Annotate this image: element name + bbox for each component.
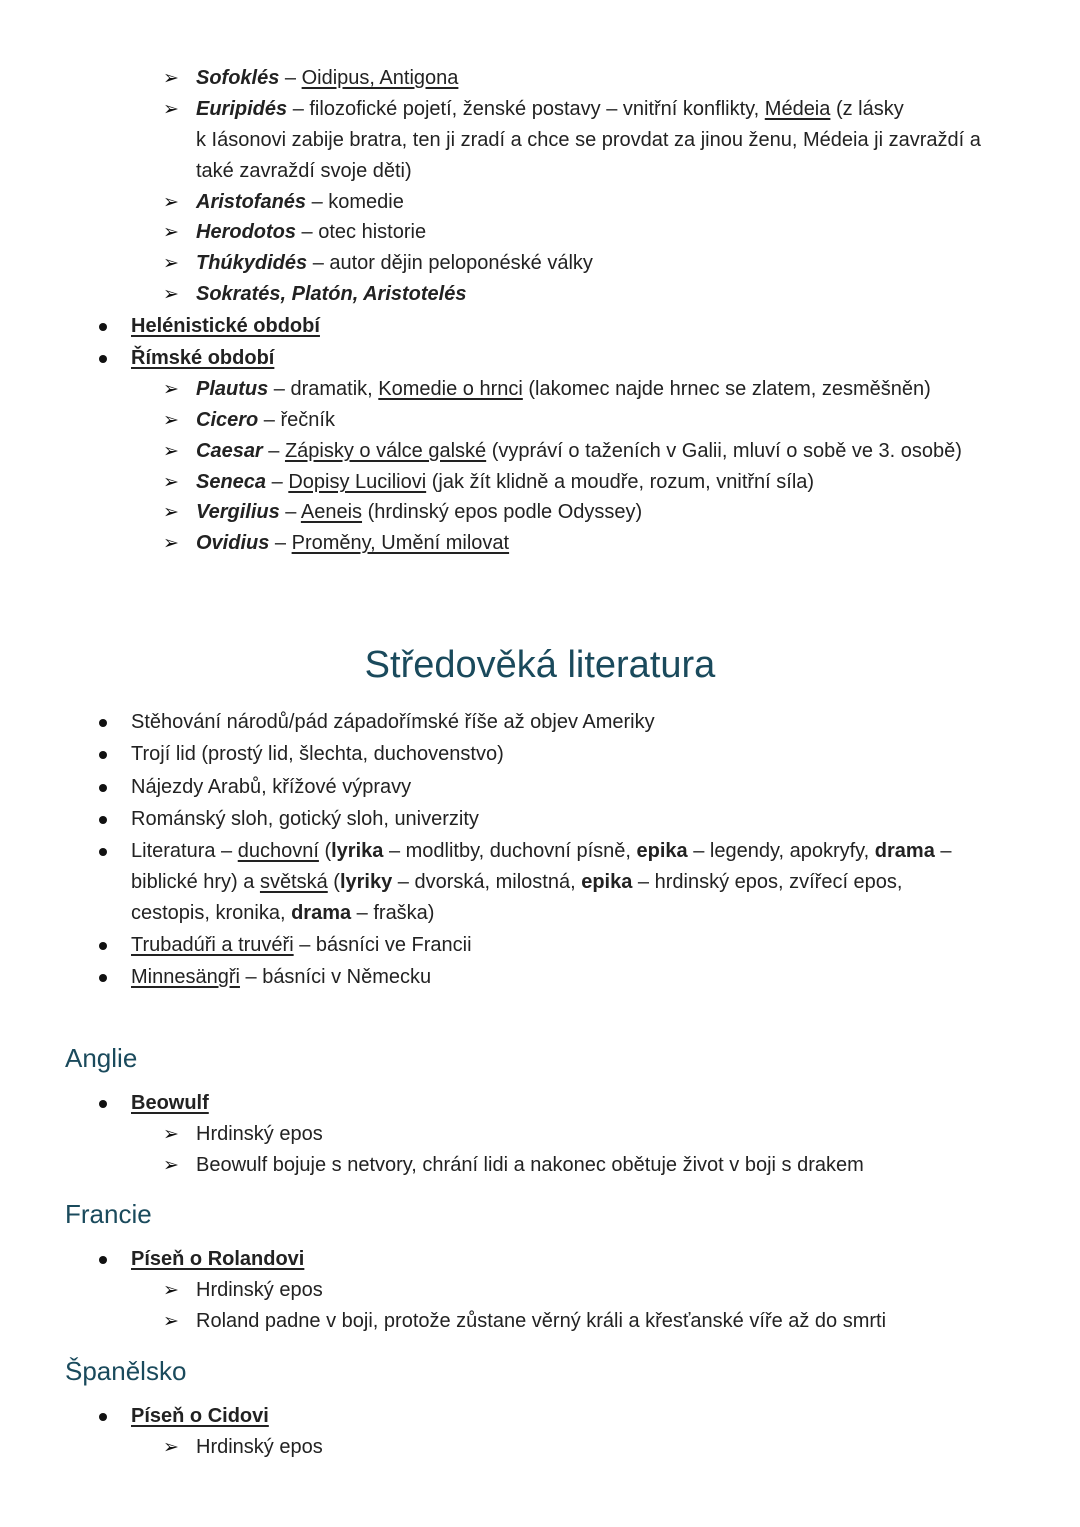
term: Minnesängři xyxy=(131,966,240,988)
description: – básníci ve Francii xyxy=(293,934,472,956)
description: (vypráví o taženích v Galii, mluví o sobě ve 3. osobě) xyxy=(486,440,962,462)
author-name: Ovidius xyxy=(196,532,270,554)
text: ( xyxy=(318,840,332,862)
cid-genre: Hrdinský epos xyxy=(196,1436,323,1458)
arrow-bullet-icon: ➢ xyxy=(163,1124,179,1145)
work-title: Oidipus, Antigona xyxy=(301,67,459,89)
bullet-icon xyxy=(99,751,107,759)
beowulf-genre: Hrdinský epos xyxy=(196,1123,323,1145)
list-item-sofokles xyxy=(196,63,458,94)
description: – řečník xyxy=(258,409,335,431)
description: – básníci v Německu xyxy=(239,966,432,988)
bullet-icon xyxy=(99,323,107,331)
dash: – xyxy=(262,440,285,462)
arrow-bullet-icon: ➢ xyxy=(163,99,179,120)
bullet-icon xyxy=(99,942,107,950)
work-beowulf: Beowulf xyxy=(131,1092,209,1114)
dash: – xyxy=(266,471,289,493)
heading-spain: Španělsko xyxy=(65,1356,187,1386)
term: epika xyxy=(636,840,688,862)
term: drama xyxy=(291,902,352,924)
dash: – xyxy=(269,532,292,554)
euripides-line-2: k Iásonovi zabije bratra, ten ji zradí a chce se provdat za jinou ženu, Médeia ji zavraždí a xyxy=(196,129,981,151)
roland-genre: Hrdinský epos xyxy=(196,1279,323,1301)
list-item-herodotos xyxy=(196,217,426,248)
author-name: Aristofanés xyxy=(196,191,307,213)
author-name: Herodotos xyxy=(196,221,296,243)
period-hellenistic: Helénistické období xyxy=(131,315,320,337)
term: epika xyxy=(581,871,633,893)
list-item-vergilius xyxy=(196,497,642,528)
work-title: Komedie o hrnci xyxy=(378,378,523,400)
dash: – xyxy=(279,501,301,523)
description: – filozofické pojetí, ženské postavy – vnitřní konflikty, xyxy=(287,98,765,120)
work-title: Dopisy Luciliovi xyxy=(288,471,427,493)
bullet-icon xyxy=(99,848,107,856)
literature-line-3 xyxy=(131,898,434,929)
bullet-icon xyxy=(99,1256,107,1264)
author-name: Cicero xyxy=(196,409,259,431)
description: – autor dějin peloponéské války xyxy=(307,252,593,274)
text: – fraška) xyxy=(351,902,435,924)
description: – dramatik, xyxy=(268,378,379,400)
text: cestopis, kronika, xyxy=(131,902,292,924)
arrow-bullet-icon: ➢ xyxy=(163,68,179,89)
heading-france: Francie xyxy=(65,1199,152,1229)
list-item-thukydides xyxy=(196,248,593,279)
description: (lakomec najde hrnec se zlatem, zesměšněn) xyxy=(522,378,931,400)
arrow-bullet-icon: ➢ xyxy=(163,222,179,243)
work-title: Proměny, Umění milovat xyxy=(291,532,510,554)
author-name: Plautus xyxy=(196,378,269,400)
description: – komedie xyxy=(306,191,404,213)
term: lyrika xyxy=(331,840,384,862)
bullet-icon xyxy=(99,1413,107,1421)
arrow-bullet-icon: ➢ xyxy=(163,1155,179,1176)
arrow-bullet-icon: ➢ xyxy=(163,379,179,400)
list-item-philosophers: Sokratés, Platón, Aristotelés xyxy=(196,283,467,305)
text: ( xyxy=(327,871,340,893)
text: – modlitby, duchovní písně, xyxy=(383,840,637,862)
literature-line-2 xyxy=(131,867,903,898)
heading-england: Anglie xyxy=(65,1043,138,1073)
arrow-bullet-icon: ➢ xyxy=(163,533,179,554)
text: – hrdinský epos, zvířecí epos, xyxy=(632,871,903,893)
arrow-bullet-icon: ➢ xyxy=(163,410,179,431)
section-title-medieval: Středověká literatura xyxy=(364,644,716,686)
bullet-icon xyxy=(99,974,107,982)
bullet-icon xyxy=(99,1100,107,1108)
arrow-bullet-icon: ➢ xyxy=(163,284,179,305)
list-item-euripides xyxy=(196,94,904,125)
description: – otec historie xyxy=(296,221,427,243)
term: světská xyxy=(259,871,328,893)
text: – dvorská, milostná, xyxy=(392,871,582,893)
text: – legendy, apokryfy, xyxy=(687,840,875,862)
work-title: Aeneis xyxy=(300,501,363,523)
work-cid: Píseň o Cidovi xyxy=(131,1405,269,1427)
author-name: Caesar xyxy=(196,440,263,462)
term: Trubadúři a truvéři xyxy=(131,934,294,956)
list-item-seneca xyxy=(196,467,814,498)
arrow-bullet-icon: ➢ xyxy=(163,253,179,274)
list-item-estates: Trojí lid (prostý lid, šlechta, duchovenstvo) xyxy=(131,743,504,765)
description: (z lásky xyxy=(830,98,904,120)
arrow-bullet-icon: ➢ xyxy=(163,472,179,493)
arrow-bullet-icon: ➢ xyxy=(163,192,179,213)
work-title: Médeia xyxy=(764,98,831,120)
list-item-migration: Stěhování národů/pád západořímské říše až objev Ameriky xyxy=(131,711,655,733)
author-name: Thúkydidés xyxy=(196,252,308,274)
work-title: Zápisky o válce galské xyxy=(284,440,487,462)
list-item-minnesangri xyxy=(131,962,431,993)
bullet-icon xyxy=(99,719,107,727)
text: biblické hry) a xyxy=(131,871,260,893)
description: (hrdinský epos podle Odyssey) xyxy=(362,501,643,523)
bullet-icon xyxy=(99,355,107,363)
list-item-trubaduri xyxy=(131,930,472,961)
list-item-aristofanes xyxy=(196,187,404,218)
work-roland: Píseň o Rolandovi xyxy=(131,1248,305,1270)
term: duchovní xyxy=(237,840,319,862)
arrow-bullet-icon: ➢ xyxy=(163,1311,179,1332)
dash: – xyxy=(279,67,302,89)
author-name: Vergilius xyxy=(196,501,280,523)
list-item-literature xyxy=(131,836,952,867)
text: – xyxy=(934,840,952,862)
term: lyriky xyxy=(339,871,393,893)
list-item-arabs: Nájezdy Arabů, křížové výpravy xyxy=(131,776,412,798)
author-name: Euripidés xyxy=(196,98,288,120)
list-item-styles: Románský sloh, gotický sloh, univerzity xyxy=(131,808,479,830)
list-item-plautus xyxy=(196,374,931,405)
arrow-bullet-icon: ➢ xyxy=(163,1437,179,1458)
text: Literatura – xyxy=(131,840,238,862)
author-name: Seneca xyxy=(196,471,267,493)
arrow-bullet-icon: ➢ xyxy=(163,441,179,462)
bullet-icon xyxy=(99,816,107,824)
description: (jak žít klidně a moudře, rozum, vnitřní síla) xyxy=(426,471,815,493)
term: drama xyxy=(874,840,935,862)
author-name: Sofoklés xyxy=(196,67,280,89)
roland-summary: Roland padne v boji, protože zůstane věrný králi a křesťanské víře až do smrti xyxy=(196,1310,887,1332)
period-roman: Římské období xyxy=(131,347,275,369)
list-item-ovidius xyxy=(196,528,509,559)
bullet-icon xyxy=(99,784,107,792)
list-item-cicero xyxy=(196,405,335,436)
beowulf-summary: Beowulf bojuje s netvory, chrání lidi a nakonec obětuje život v boji s drakem xyxy=(196,1154,864,1176)
arrow-bullet-icon: ➢ xyxy=(163,502,179,523)
euripides-line-3: také zavraždí svoje děti) xyxy=(196,160,412,182)
list-item-caesar xyxy=(196,436,962,467)
arrow-bullet-icon: ➢ xyxy=(163,1280,179,1301)
